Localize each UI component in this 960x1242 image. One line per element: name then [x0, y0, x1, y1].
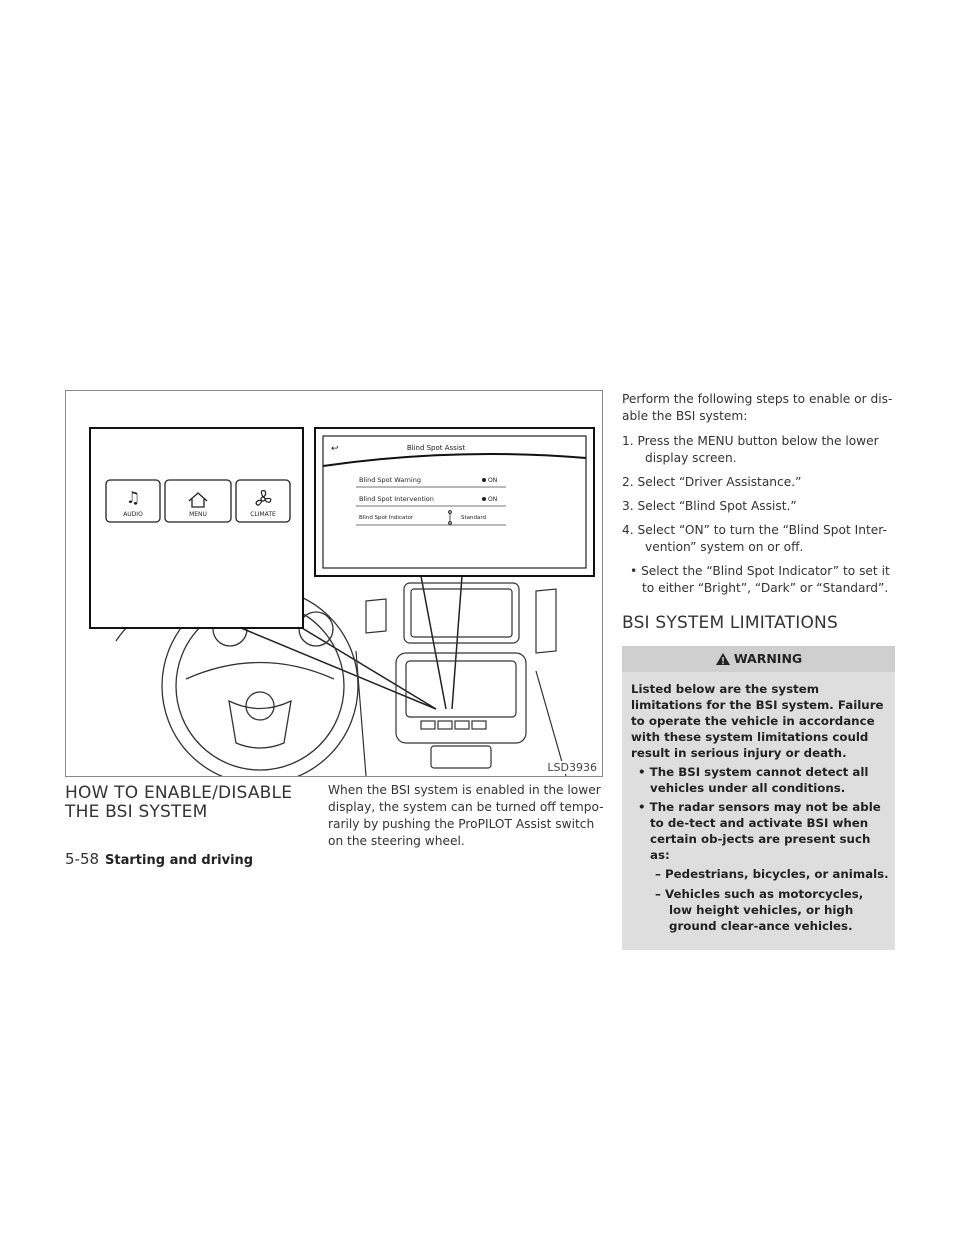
- bullet-item: • Select the “Blind Spot Indicator” to set it to either “Bright”, “Dark” or “Standard”.: [630, 564, 890, 595]
- warning-sublist: [631, 866, 889, 934]
- warning-box: [622, 646, 895, 950]
- warning-item: • The BSI system cannot detect all vehicles under all conditions.: [638, 765, 869, 795]
- screen-row-value: Standard: [461, 515, 487, 521]
- step-item: 1. Press the MENU button below the lower display screen.: [622, 434, 879, 465]
- section-heading: HOW TO ENABLE/DISABLE THE BSI SYSTEM: [65, 783, 293, 822]
- intro-paragraph: Perform the following steps to enable or dis-able the BSI system:: [622, 392, 893, 423]
- music-note-icon: ♫: [125, 488, 141, 507]
- warning-subitem: – Pedestrians, bicycles, or animals.: [655, 867, 889, 881]
- right-column: [622, 391, 895, 950]
- menu-button-label: MENU: [189, 511, 207, 518]
- screen-row-label: Blind Spot Warning: [359, 476, 421, 484]
- screen-row-value: ON: [488, 496, 498, 503]
- body-paragraph: When the BSI system is enabled in the lower display, the system can be turned off tempo-rarily by pushing the ProPILOT Assist switch on the steering wheel.: [328, 783, 604, 848]
- page-footer: [65, 850, 253, 868]
- warning-item: • The radar sensors may not be able to de-tect and activate BSI when certain ob-jects are present such as:: [638, 800, 881, 862]
- warning-intro: Listed below are the system limitations for the BSI system. Failure to operate the vehicle in accordance with these system limitations could result in serious injury or death.: [631, 682, 884, 760]
- step-item: 2. Select “Driver Assistance.”: [622, 475, 802, 489]
- step-item: 4. Select “ON” to turn the “Blind Spot Inter-vention” system on or off.: [622, 523, 887, 554]
- screen-row-label: Blind Spot Indicator: [359, 515, 414, 521]
- dashboard-illustration: [66, 391, 602, 776]
- climate-button: [236, 480, 290, 522]
- warning-body: [622, 672, 895, 934]
- audio-button: [106, 480, 160, 522]
- page-number: 5-58: [65, 850, 100, 868]
- warning-triangle-icon: [715, 652, 731, 666]
- screen-title: Blind Spot Assist: [406, 444, 466, 452]
- menu-button: [165, 480, 231, 522]
- figure-label: LSD3936: [547, 761, 597, 774]
- limitations-heading: BSI SYSTEM LIMITATIONS: [622, 613, 838, 633]
- screen-row-value: ON: [488, 477, 498, 484]
- audio-button-label: AUDIO: [123, 511, 143, 518]
- section-name: Starting and driving: [105, 853, 254, 868]
- step-item: 3. Select “Blind Spot Assist.”: [622, 499, 797, 513]
- figure-illustration: [65, 390, 603, 777]
- screen-row-label: Blind Spot Intervention: [359, 495, 434, 503]
- warning-list: [631, 764, 889, 863]
- warning-header: [622, 646, 895, 672]
- buttons-callout: [90, 428, 303, 628]
- middle-column: [328, 782, 605, 850]
- climate-button-label: CLIMATE: [250, 511, 276, 518]
- warning-title: WARNING: [733, 651, 803, 666]
- left-column: [65, 784, 315, 822]
- warning-subitem: – Vehicles such as motorcycles, low height vehicles, or high ground clear-ance vehicles.: [655, 887, 864, 933]
- steps-list: [622, 433, 895, 597]
- back-arrow-icon: ↩: [331, 444, 339, 454]
